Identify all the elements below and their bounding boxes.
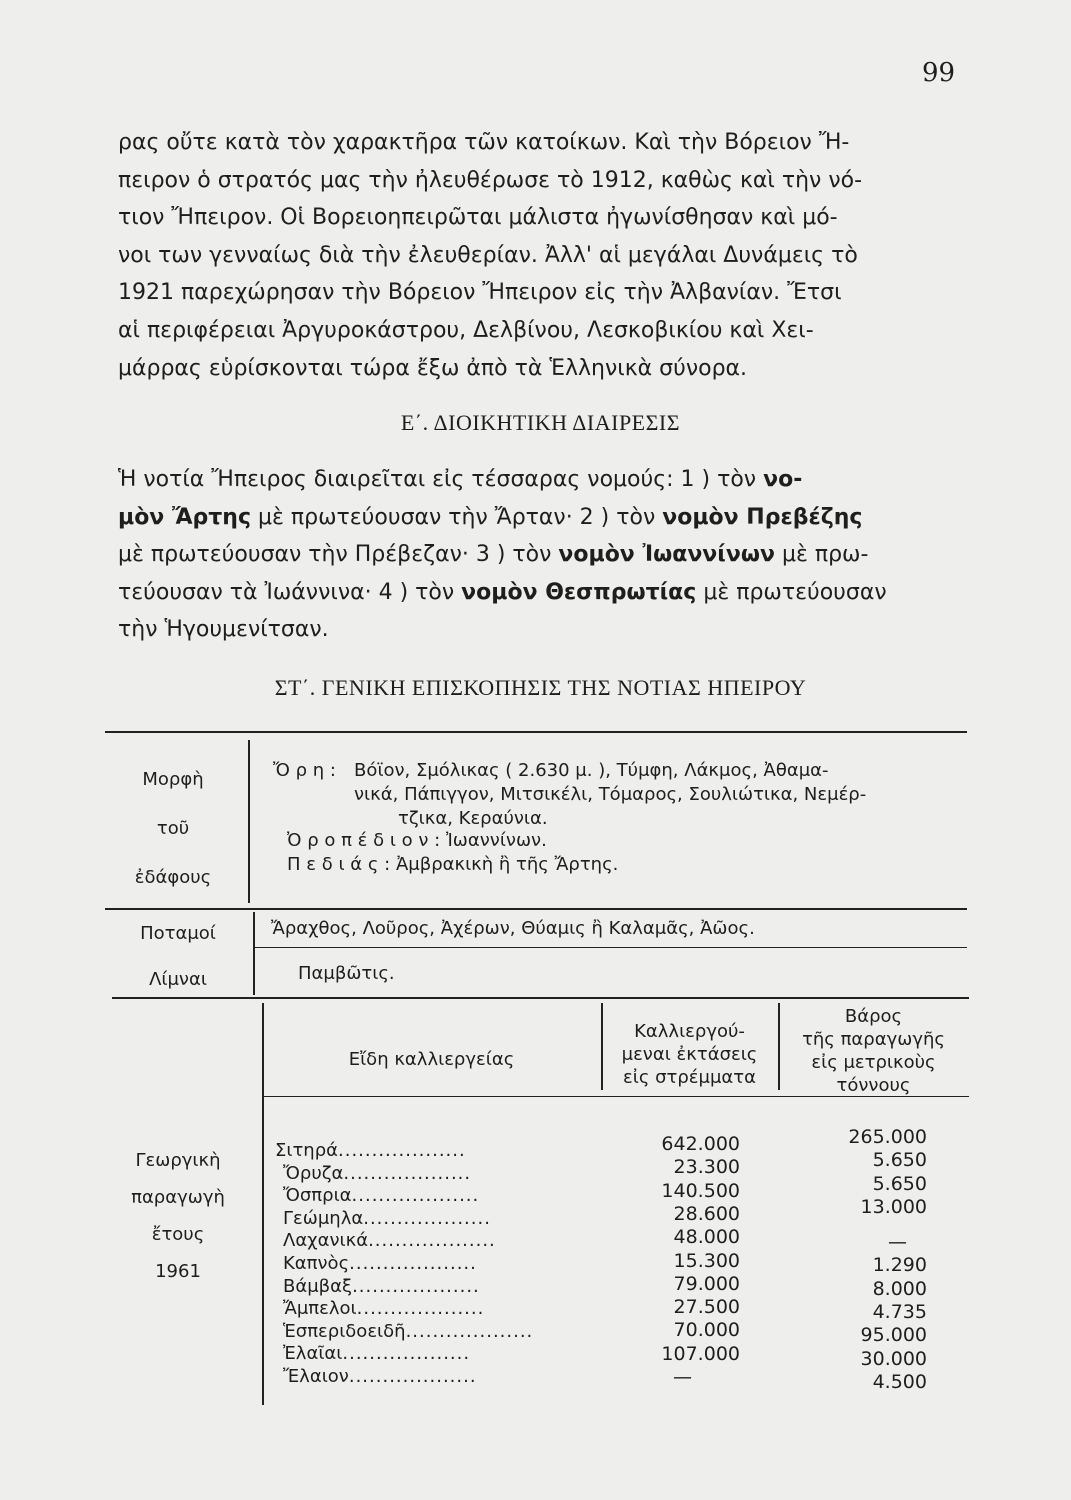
text-line: πειρον ὁ στρατός μας τὴν ἠλευθέρωσε τὸ 1912, καθὼς καὶ τὴν νό- [118, 167, 863, 193]
area-value: 28.600 [673, 1202, 740, 1225]
area-value: 70.000 [673, 1319, 740, 1342]
label-line: ἐδάφους [134, 867, 212, 888]
text-line: 1921 παρεχώρησαν τὴν Βόρειον Ἤπειρον εἰς τὴν Ἀλβανίαν. Ἔτσι [118, 280, 842, 306]
header-line: Καλλιεργού- [634, 1021, 745, 1042]
text-line [118, 499, 963, 537]
text-line: μάρρας εὑρίσκονται τώρα ἔξω ἀπὸ τὰ Ἑλληνικὰ σύνορα. [118, 355, 748, 381]
crop-name: Ὄρυζα [283, 1162, 344, 1184]
crop-name: Ὄσπρια [283, 1185, 352, 1207]
text-span: μὲ πρωτεύουσαν [696, 579, 887, 605]
area-value: 107.000 [661, 1342, 740, 1365]
weight-value: 95.000 [860, 1324, 927, 1347]
crop-name: Ἐλαῖαι [283, 1343, 343, 1365]
section-heading-general-overview: ΣΤ΄. ΓΕΝΙΚΗ ΕΠΙΣΚΟΠΗΣΙΣ ΤΗΣ ΝΟΤΙΑΣ ΗΠΕΙΡΟΥ [274, 675, 807, 700]
leader-dots: ................... [348, 1366, 477, 1387]
row-label-agricultural-production [108, 1142, 248, 1290]
text-line: τὴν Ἡγουμενίτσαν. [118, 617, 329, 643]
header-line: Βάρος [844, 1006, 903, 1027]
leader-dots: ................... [342, 1343, 471, 1365]
weight-value: 5.650 [872, 1149, 927, 1172]
weight-value: 1.290 [872, 1254, 927, 1277]
text-line [118, 536, 963, 574]
label-line: Γεωργικὴ [135, 1150, 221, 1171]
leader-dots: ................... [352, 1275, 480, 1297]
value-line: τζικα, Κεραύνια. [398, 808, 548, 829]
value-line: Βόϊον, Σμόλικας ( 2.630 μ. ), Τύμφη, Λάκμος, Ἀθαμα- [354, 760, 829, 781]
text-line: ρας οὔτε κατὰ τὸν χαρακτῆρα τῶν κατοίκων. Καὶ τὴν Βόρειον Ἤ- [118, 130, 850, 155]
table-top-rule [105, 731, 967, 733]
text-line: νοι των γενναίως διὰ τὴν ἐλευθερίαν. Ἀλλ' αἱ μεγάλαι Δυνάμεις τὸ [118, 242, 858, 268]
text-line: τιον Ἤπειρον. Οἱ Βορειοηπειρῶται μάλιστα ἠγωνίσθησαν καὶ μό- [118, 205, 838, 231]
crop-row [283, 1366, 477, 1387]
crop-row [283, 1343, 470, 1364]
crop-name: Καπνὸς [283, 1253, 350, 1274]
leader-dots: ................... [405, 1320, 534, 1342]
text-span: τεύουσαν τὰ Ἰωάννινα· 4 ) τὸν [118, 579, 462, 605]
section-heading-administrative-division: Ε΄. ΔΙΟΙΚΗΤΙΚΗ ΔΙΑΙΡΕΣΙΣ [400, 410, 681, 435]
leader-dots: ................... [349, 1253, 477, 1274]
crop-row [283, 1253, 477, 1274]
weight-value: 4.735 [872, 1300, 927, 1323]
value-line: νικά, Πάπιγγον, Μιτσικέλι, Τόμαρος, Σουλιώτικα, Νεμέρ- [354, 784, 867, 805]
crop-row [283, 1298, 484, 1319]
plain-value: Ἀμβρακικὴ ἢ τῆς Ἄρτης. [395, 854, 619, 875]
crop-name: Βάμβαξ [283, 1275, 353, 1297]
crop-row [283, 1208, 491, 1229]
text-span: Ἡ νοτία Ἤπειρος διαιρεῖται εἰς τέσσαρας νομούς: 1 ) τὸν [118, 467, 764, 492]
crop-name: Γεώμηλα [283, 1207, 364, 1229]
leader-dots: ................... [338, 1140, 466, 1161]
leader-dots: ................... [368, 1230, 496, 1252]
plain-row [287, 853, 618, 877]
plateau-value: Ἰωαννίνων. [445, 830, 547, 851]
text-span: μὲ πρωτεύουσαν τὴν Πρέβεζαν· 3 ) τὸν [118, 542, 559, 568]
row-divider [105, 908, 967, 910]
plateau-key: Ὀ ρ ο π έ δ ι ο ν : [287, 830, 441, 851]
area-value: 48.000 [673, 1226, 740, 1249]
crop-name: Ἄμπελοι [283, 1298, 357, 1320]
crop-name: Ἑσπεριδοειδῆ [283, 1320, 406, 1342]
row-label-rivers: Ποταμοί [140, 923, 216, 944]
crop-row [283, 1276, 480, 1297]
crop-name: Λαχανικά [283, 1230, 369, 1252]
paragraph-prefectures [118, 461, 963, 649]
label-line: Μορφὴ [142, 769, 204, 790]
text-line: αἱ περιφέρειαι Ἀργυροκάστρου, Δελβίνου, Λεσκοβικίου καὶ Χει- [118, 317, 814, 343]
text-span: μὲ πρωτεύουσαν τὴν Ἄρταν· 2 ) τὸν [251, 504, 663, 530]
weight-value: 30.000 [860, 1347, 927, 1370]
weight-value: 13.000 [860, 1195, 927, 1218]
row-divider [253, 947, 967, 948]
label-line: 1961 [155, 1261, 201, 1282]
header-line: μεναι ἐκτάσεις [621, 1044, 758, 1065]
plain-key: Π ε δ ι ά ς : [287, 854, 391, 875]
row-label-relief [108, 764, 238, 894]
text-line [118, 574, 963, 612]
leader-dots: ................... [356, 1298, 485, 1320]
area-value: — [673, 1366, 692, 1388]
crop-row [283, 1230, 496, 1251]
column-header-crop: Εἴδη καλλιεργείας [348, 1049, 515, 1070]
weight-value: 265.000 [848, 1126, 927, 1148]
plateau-row [287, 829, 547, 853]
prefecture-name: νομὸν Πρεβέζης [662, 504, 863, 530]
header-line: τόννους [836, 1075, 911, 1096]
mountains-value [354, 759, 866, 831]
label-line: τοῦ [156, 818, 190, 839]
area-value: 27.500 [673, 1296, 740, 1319]
header-line: εἰς στρέμματα [623, 1067, 756, 1088]
crop-row [283, 1163, 471, 1184]
label-line: παραγωγὴ [131, 1187, 225, 1208]
header-line: εἰς μετρικοὺς [811, 1052, 936, 1073]
leader-dots: ................... [363, 1207, 491, 1229]
weight-value: 5.650 [872, 1172, 927, 1195]
paragraph-intro [118, 124, 963, 387]
row-divider [112, 997, 969, 999]
crop-name: Σιτηρά [275, 1140, 338, 1161]
crop-name: Ἔλαιον [283, 1366, 349, 1387]
page-number: 99 [922, 58, 956, 88]
prefecture-name: νομὸν Θεσπρωτίας [461, 579, 697, 605]
area-value: 23.300 [673, 1156, 740, 1179]
column-divider [248, 740, 250, 903]
area-value: 79.000 [673, 1272, 740, 1295]
prefecture-name: νο- [763, 467, 803, 492]
row-label-lakes: Λίμναι [149, 969, 207, 990]
crop-row [283, 1321, 533, 1342]
rivers-value: Ἄραχθος, Λοῦρος, Ἀχέρων, Θύαμις ἢ Καλαμᾶς, Ἀῶος. [271, 918, 755, 939]
text-line [118, 461, 963, 499]
mountains-key: Ὄ ρ η : [273, 760, 336, 781]
prefecture-name: νομὸν Ἰωαννίνων [558, 542, 775, 568]
text-span: μὲ πρω- [774, 542, 869, 568]
column-header-weight [778, 1005, 969, 1097]
area-value: 642.000 [661, 1133, 740, 1155]
prefecture-name: μὸν Ἄρτης [118, 504, 252, 530]
area-value: 140.500 [661, 1179, 740, 1202]
header-line: τῆς παραγωγῆς [802, 1029, 945, 1050]
column-divider [253, 912, 255, 995]
label-line: ἔτους [151, 1224, 205, 1245]
column-header-area [601, 1020, 778, 1089]
leader-dots: ................... [351, 1185, 480, 1207]
leader-dots: ................... [343, 1162, 472, 1184]
area-value: 15.300 [673, 1249, 740, 1272]
weight-value: — [888, 1231, 907, 1253]
crop-row [275, 1140, 466, 1161]
crop-row [283, 1185, 479, 1206]
weight-value: 8.000 [872, 1277, 927, 1300]
lakes-value: Παμβῶτις. [298, 963, 395, 984]
weight-value: 4.500 [872, 1370, 927, 1393]
